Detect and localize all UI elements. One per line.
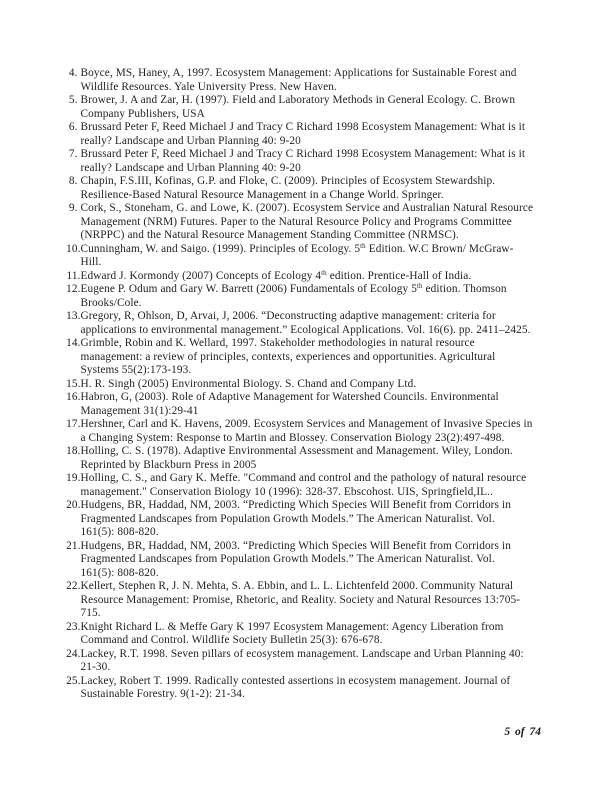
reference-text [81,391,559,418]
reference-item [62,675,558,702]
reference-number: 7. [68,148,81,160]
reference-line: Holling, C. S., and Gary K. Meffe. "Command and control and the pathology of natural resource [80,472,527,484]
reference-line: Command and Control. Wildlife Society Bulletin 25(3): 676-678. [80,634,383,646]
reference-text [81,121,559,148]
reference-line: 715. [80,607,101,619]
reference-number: 8. [68,175,81,187]
reference-line: Kellert, Stephen R, J. N. Mehta, S. A. Ebbin, and L. L. Lichtenfeld 2000. Community Natural [80,580,514,592]
reference-text [81,418,559,445]
page-number-label: 5 of 74 [504,726,541,738]
reference-number: 5. [68,94,81,106]
reference-text [81,540,559,581]
reference-text [81,310,559,337]
reference-text [81,675,559,702]
reference-text [81,270,559,284]
reference-line: Habron, G, (2003). Role of Adaptive Management for Watershed Councils. Environmental [80,391,499,403]
reference-text [81,445,559,472]
reference-line: Hershner, Carl and K. Havens, 2009. Ecosystem Services and Management of Invasive Species in [80,418,533,430]
reference-line: management: a review of principles, contexts, experiences and opportunities. Agricultural [80,350,496,363]
reference-line: Lackey, Robert T. 1999. Radically contested assertions in ecosystem management. Journal of [80,674,511,687]
reference-number: 21. [66,539,81,552]
reference-line: 161(5): 808-820. [80,566,159,579]
reference-number: 18. [66,445,81,457]
reference-number: 10. [66,242,81,255]
reference-line: a Changing System: Response to Martin and Blossey. Conservation Biology 23(2):497-498. [80,431,505,444]
reference-text [81,243,559,270]
reference-text [81,148,559,175]
reference-item [62,270,558,284]
reference-number: 12. [66,283,81,295]
reference-line: Eugene P. Odum and Gary W. Barrett (2006) Fundamentals of Ecology 5th edition. Thomson [80,282,507,295]
reference-line: Lackey, R.T. 1998. Seven pillars of ecosystem management. Landscape and Urban Planning 40: [80,647,524,660]
reference-item [62,202,558,243]
reference-line: H. R. Singh (2005) Environmental Biology. S. Chand and Company Ltd. [80,377,417,390]
reference-line: Management (NRM) Futures. Paper to the Natural Resource Policy and Programs Committee [80,215,512,228]
reference-line: management." Conservation Biology 10 (1996): 328-37. Ebscohost. UIS, Springfield,IL.. [80,485,494,498]
reference-number: 13. [66,310,81,322]
reference-item [62,148,558,175]
reference-item [62,337,558,378]
reference-number: 22. [66,580,81,592]
reference-number: 23. [66,620,81,633]
reference-text [81,175,559,202]
reference-line: Brower, J. A and Zar, H. (1997). Field and Laboratory Methods in General Ecology. C. Brown [80,94,516,106]
reference-item [62,472,558,499]
reference-number: 25. [66,674,81,687]
reference-number: 15. [66,377,81,390]
reference-line: Edward J. Kormondy (2007) Concepts of Ecology 4th edition. Prentice-Hall of India. [80,268,472,282]
reference-item [62,391,558,418]
reference-line: applications to environmental management.” Ecological Applications. Vol. 16(6). pp. 2411–2425. [80,323,531,336]
reference-number: 17. [66,418,81,430]
reference-number: 6. [68,121,81,133]
reference-text [81,621,559,648]
reference-line: Wildlife Resources. Yale University Press. New Haven. [80,80,337,93]
reference-line: Fragmented Landscapes from Population Growth Models.” The American Naturalist. Vol. [80,512,495,525]
reference-number: 24. [66,647,81,660]
reference-line: Systems 55(2):173-193. [80,364,192,376]
reference-line: 21-30. [80,661,111,673]
reference-line: Hudgens, BR, Haddad, NM, 2003. “Predicting Which Species Will Benefit from Corridors in [80,499,511,511]
page-number [504,726,541,738]
reference-item [62,94,558,121]
reference-line: Sustainable Forestry. 9(1-2): 21-34. [80,688,245,700]
reference-item [62,121,558,148]
reference-item [62,580,558,621]
reference-text [81,499,559,540]
reference-line: Cork, S., Stoneham, G. and Lowe, K. (2007). Ecosystem Service and Australian Natural Resource [80,202,534,214]
reference-item [62,499,558,540]
reference-line: 161(5): 808-820. [80,526,159,538]
reference-item [62,310,558,337]
reference-number: 4. [68,67,81,79]
reference-item [62,648,558,675]
reference-line: Resilience-Based Natural Resource Management in a Change World. Springer. [80,188,444,201]
reference-line: Resource Management: Promise, Rhetoric, and Reality. Society and Natural Resources 13:705- [80,593,521,606]
reference-line: Hudgens, BR, Haddad, NM, 2003. “Predicting Which Species Will Benefit from Corridors in [80,539,511,552]
reference-text [81,648,559,675]
reference-line: Company Publishers, USA [80,107,205,120]
reference-line: Brussard Peter F, Reed Michael J and Tracy C Richard 1998 Ecosystem Management: What is it [80,121,526,133]
reference-item [62,445,558,472]
reference-line: really? Landscape and Urban Planning 40: 9-20 [80,134,301,147]
reference-line: Grimble, Robin and K. Wellard, 1997. Stakeholder methodologies in natural resource [80,337,475,349]
reference-item [62,67,558,94]
reference-text [81,580,559,621]
reference-number: 9. [68,202,81,214]
reference-line: really? Landscape and Urban Planning 40: 9-20 [80,161,301,174]
reference-item [62,175,558,202]
reference-line: Holling, C. S. (1978). Adaptive Environmental Assessment and Management. Wiley, London. [80,445,513,457]
reference-text [81,472,559,499]
reference-number: 16. [66,391,81,403]
reference-item [62,621,558,648]
reference-line: Gregory, R, Ohlson, D, Arvai, J, 2006. “Deconstructing adaptive management: criteria for [80,310,496,322]
reference-item [62,243,558,270]
reference-line: (NRPPC) and the Natural Resource Management Standing Committee (NRMSC). [80,229,459,241]
reference-item [62,418,558,445]
reference-text [81,378,559,392]
reference-number: 20. [66,499,81,511]
reference-line: Fragmented Landscapes from Population Growth Models.” The American Naturalist. Vol. [80,553,495,565]
reference-line: Brussard Peter F, Reed Michael J and Tracy C Richard 1998 Ecosystem Management: What is it [80,148,526,160]
reference-text [81,67,559,94]
reference-line: Knight Richard L. & Meffe Gary K 1997 Ecosystem Management: Agency Liberation from [80,620,504,633]
reference-text [81,202,559,243]
reference-item [62,378,558,392]
reference-line: Management 31(1):29-41 [80,404,199,417]
reference-line: Hill. [80,256,102,268]
reference-list [62,67,558,702]
reference-text [81,283,559,310]
reference-line: Reprinted by Blackburn Press in 2005 [80,458,257,471]
reference-line: Chapin, F.S.III, Kofinas, G.P. and Floke, C. (2009). Principles of Ecosystem Stewardship. [80,175,496,187]
reference-item [62,540,558,581]
reference-item [62,283,558,310]
reference-number: 19. [66,472,81,484]
reference-text [81,337,559,378]
reference-line: Brooks/Cole. [80,296,142,309]
reference-line: Boyce, MS, Haney, A, 1997. Ecosystem Management: Applications for Sustainable Forest and [80,67,517,79]
reference-number: 14. [66,337,81,349]
reference-text [81,94,559,121]
reference-number: 11. [66,269,81,282]
reference-line: Cunningham, W. and Saigo. (1999). Principles of Ecology. 5th Edition. W.C Brown/ McGraw- [80,241,514,255]
